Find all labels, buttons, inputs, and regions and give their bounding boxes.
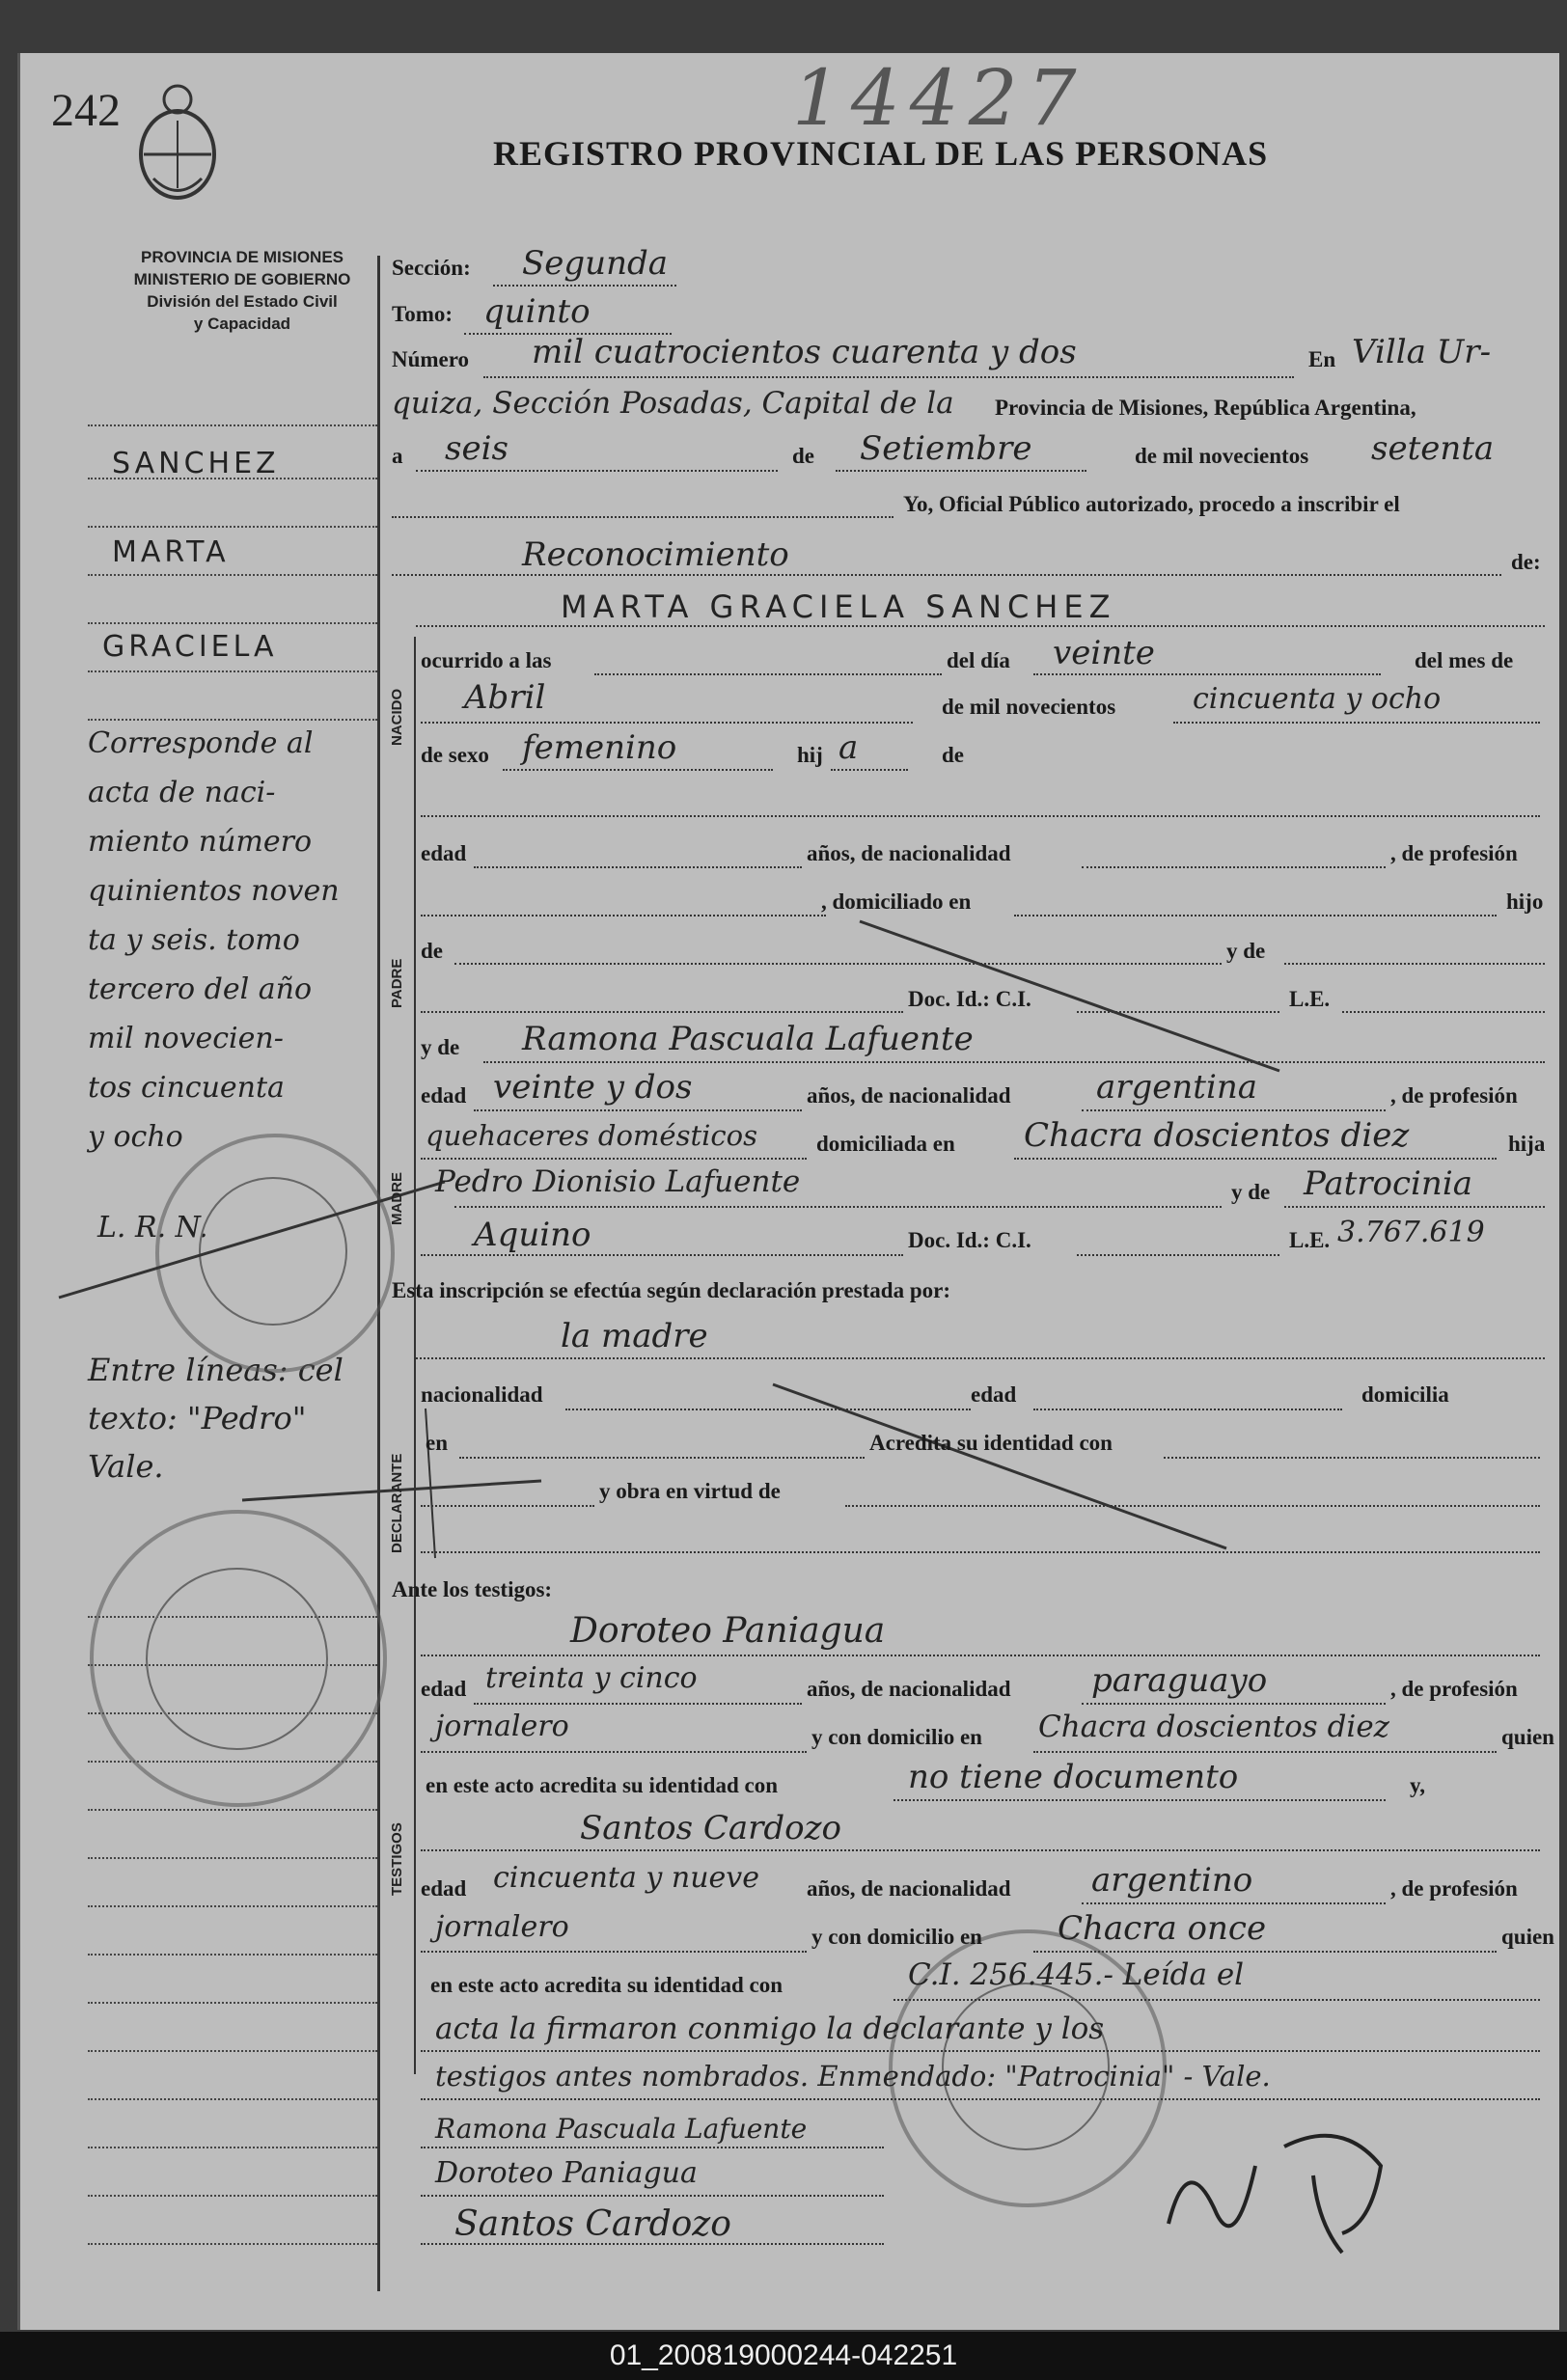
oficial-text: Yo, Oficial Público autorizado, procedo a inscribir el [903,492,1400,516]
entre-lineas-line: Vale. [88,1448,164,1485]
padre-y-de-line [1284,963,1545,965]
declarante-blank-line-2 [421,1551,1540,1553]
declarante-domicilio-label: domicilia [1361,1382,1449,1407]
margin-name-2: GRACIELA [102,630,278,664]
ocurrido-label: ocurrido a las [421,648,552,672]
dia-line [1033,673,1381,675]
t1-quien-label: quien [1501,1725,1554,1749]
t2-dom-value: Chacra once [1058,1909,1267,1948]
t1-profesion-label: , de profesión [1390,1677,1518,1701]
declarante-intro: Esta inscripción se efectúa según declaración prestada por: [392,1278,951,1302]
padre-dom-line [1014,915,1497,916]
acto-line [392,574,1501,576]
t1-dom-value: Chacra doscientos diez [1038,1710,1390,1744]
padre-edad-label: edad [421,841,467,865]
signature-line [421,2243,884,2245]
t2-acredita-label: en este acto acredita su identidad con [430,1973,784,1997]
madre-name-line [483,1061,1545,1063]
nacido-label: NACIDO [389,688,405,746]
padre-le-label: L.E. [1289,987,1331,1011]
declarante-en-label: en [426,1431,448,1455]
declarante-label: DECLARANTE [389,1453,405,1553]
closing-line-2-rule [421,2098,1540,2100]
margin-note-line: Corresponde al [88,726,314,760]
t2-prof-line [421,1951,807,1953]
signature-line [421,2195,884,2197]
t2-prof-value: jornalero [435,1910,569,1944]
entre-lineas-line: Entre líneas: cel [88,1352,344,1388]
hora-line [594,673,942,675]
margin-surname: SANCHEZ [112,447,280,480]
person-name-line [416,625,1545,627]
padre-le-line [1342,1011,1545,1013]
declarante-nac-line [565,1409,971,1410]
seccion-line [493,285,676,287]
madre-nac-value: argentina [1096,1068,1258,1107]
del-dia-label: del día [947,648,1010,672]
t2-profesion-label: , de profesión [1390,1876,1518,1901]
madre-doc-label: Doc. Id.: C.I. [908,1228,1031,1252]
madre-y-de-label: y de [421,1035,460,1059]
hij-label: hij [797,743,823,767]
declarante-edad-label: edad [971,1382,1017,1407]
madre-profesion-label: , de profesión [1390,1083,1518,1108]
padre-anos-label: años, de nacionalidad [807,841,1011,865]
declarante-value-line [416,1357,1545,1359]
handwritten-number: 14427 [792,53,1086,143]
en-value-1: Villa Ur- [1352,333,1492,371]
margin-note-line: tercero del año [88,972,313,1006]
nacido-de-label: de [942,743,964,767]
madre-dom-line [1014,1158,1497,1160]
t1-edad-value: treinta y cinco [485,1661,698,1695]
padre-de-label: de [421,939,443,963]
t1-domicilio-label: y con domicilio en [811,1725,982,1749]
t1-prof-line [421,1751,807,1753]
t1-edad-label: edad [421,1677,467,1701]
seccion-value: Segunda [522,244,669,283]
entre-lineas-line: texto: "Pedro" [88,1400,307,1436]
madre-le-label: L.E. [1289,1228,1331,1252]
declarante-acredita-label: Acredita su identidad con [869,1431,1113,1455]
ministry-label: MINISTERIO DE GOBIERNO [133,270,351,288]
nacido-blank-line [421,815,1540,817]
division-label-2: y Capacidad [193,315,291,333]
document-page [17,53,1559,2330]
madre-domiciliada-label: domiciliada en [816,1132,955,1156]
margin-name-1: MARTA [112,535,230,569]
padre-blank-line [421,1011,903,1013]
t2-anos-label: años, de nacionalidad [807,1876,1011,1901]
official-signature-icon [1149,2108,1400,2262]
madre-edad-line [474,1109,802,1111]
t1-edad-line [474,1703,802,1705]
t1-y-label: y, [1410,1773,1425,1797]
signature-2: Doroteo Paniagua [435,2156,698,2190]
numero-value: mil cuatrocientos cuarenta y dos [532,333,1077,371]
closing-line-2: testigos antes nombrados. Enmendado: "Patrocinia" - Vale. [435,2060,1271,2093]
declarante-en-line [459,1457,865,1459]
madre-label: MADRE [389,1172,405,1225]
sexo-label: de sexo [421,743,489,767]
numero-line [483,376,1294,378]
madre-de-value: Pedro Dionisio Lafuente [435,1164,801,1199]
padre-y-de-label: y de [1226,939,1266,963]
mes-value: Abril [464,678,546,717]
en-value-2: quiza, Sección Posadas, Capital de la [392,386,954,421]
declarante-acredita-line [1164,1457,1540,1459]
tomo-label: Tomo: [392,302,454,326]
province-label: PROVINCIA DE MISIONES [140,248,344,266]
year-prefix: de mil novecientos [1135,444,1309,468]
margin-note-line: miento número [88,825,313,859]
declarante-blank-line [421,1505,594,1507]
numero-label: Número [392,347,470,371]
del-mes-label: del mes de [1415,648,1514,672]
declarante-obra-line [845,1505,1540,1507]
margin-note-line: quinientos noven [88,874,340,908]
nacido-year-line [1173,722,1540,724]
seccion-label: Sección: [392,256,471,280]
padre-doc-line [1077,1011,1279,1013]
t2-edad-value: cincuenta y nueve [493,1861,759,1895]
madre-profesion-value: quehaceres domésticos [426,1119,757,1152]
file-id-footer: 01_200819000244-042251 [0,2332,1567,2380]
testigos-label: TESTIGOS [389,1822,405,1896]
padre-de-line [454,963,1222,965]
t2-nac-line [1082,1902,1386,1904]
madre-de-line [454,1206,1222,1208]
declarante-edad-line [1033,1409,1342,1410]
t1-prof-value: jornalero [435,1710,569,1743]
padre-profesion-label: , de profesión [1390,841,1518,865]
padre-doc-label: Doc. Id.: C.I. [908,987,1031,1011]
padre-edad-line [474,866,802,868]
margin-note-line: ta y seis. tomo [88,923,300,957]
margin-note-line: acta de naci- [88,776,276,809]
padre-nac-line [1082,866,1386,868]
t2-dom-line [1033,1951,1497,1953]
madre-madre-line [1284,1206,1545,1208]
signature-1: Ramona Pascuala Lafuente [435,2113,808,2145]
document-title: REGISTRO PROVINCIAL DE LAS PERSONAS [493,134,1269,173]
madre-madre-value-2: Aquino [474,1216,591,1254]
hij-value: a [838,728,859,767]
madre-edad-value: veinte y dos [493,1068,693,1107]
testigo1-name-line [421,1655,1540,1656]
declarante-value: la madre [561,1317,708,1355]
dia-value: veinte [1053,634,1155,672]
sexo-value: femenino [522,728,677,767]
madre-madre-value: Patrocinia [1304,1164,1472,1203]
margin-initials: L. R. N. [97,1211,208,1245]
t1-anos-label: años, de nacionalidad [807,1677,1011,1701]
padre-hijo-label: hijo [1506,889,1544,914]
a-label: a [392,444,403,468]
t2-edad-label: edad [421,1876,467,1901]
tomo-value: quinto [483,292,591,331]
margin-note-line: tos cincuenta [88,1071,285,1105]
t1-doc-line [893,1799,1386,1801]
margin-note-line: y ocho [88,1120,183,1154]
t1-nac-line [1082,1703,1386,1705]
padre-label: PADRE [389,958,405,1008]
madre-y-de2-label: y de [1231,1180,1271,1204]
declarante-obra-label: y obra en virtud de [599,1479,781,1503]
ante-testigos-label: Ante los testigos: [392,1577,553,1601]
hij-line [831,769,908,771]
t1-acredita-label: en este acto acredita su identidad con [426,1773,779,1797]
month-value: Setiembre [860,429,1032,468]
madre-blank-line [421,1254,903,1256]
division-label-1: División del Estado Civil [147,292,338,311]
margin-note-line: mil novecien- [88,1022,284,1055]
day-line [416,470,778,472]
t2-quien-label: quien [1501,1925,1554,1949]
t1-dom-line [1033,1751,1497,1753]
acto-value: Reconocimiento [522,535,789,574]
en-label: En [1308,347,1336,371]
madre-anos-label: años, de nacionalidad [807,1083,1011,1108]
month-line [836,470,1086,472]
signature-3: Santos Cardozo [454,2204,731,2244]
declarante-nacionalidad-label: nacionalidad [421,1382,543,1407]
padre-domiciliado-label: , domiciliado en [821,889,972,914]
t2-domicilio-label: y con domicilio en [811,1925,982,1949]
madre-le-value: 3.767.619 [1337,1216,1485,1249]
t1-doc-value: no tiene documento [908,1758,1239,1796]
madre-edad-label: edad [421,1083,467,1108]
de-label: de [792,444,814,468]
testigo2-name: Santos Cardozo [580,1809,842,1847]
t2-doc-line [893,1999,1540,2001]
signature-line [421,2147,884,2148]
t1-nac-value: paraguayo [1091,1661,1268,1700]
closing-line-1-rule [421,2050,1540,2052]
t2-nac-value: argentino [1091,1861,1253,1900]
madre-nac-line [1082,1109,1386,1111]
provincia-text: Provincia de Misiones, República Argentina, [995,396,1416,420]
page-number: 242 [51,85,121,136]
madre-name-value: Ramona Pascuala Lafuente [522,1020,974,1058]
nacido-year-value: cincuenta y ocho [1193,682,1442,716]
person-name: MARTA GRACIELA SANCHEZ [561,588,1116,625]
de-colon: de: [1511,550,1541,574]
day-value: seis [445,429,509,468]
testigo2-name-line [421,1849,1540,1851]
madre-doc-line [1077,1254,1279,1256]
padre-prof-line [421,915,826,916]
sexo-line [503,769,773,771]
closing-line-1: acta la firmaron conmigo la declarante y los [435,2011,1105,2046]
oficial-line [392,516,893,518]
madre-domicilio-value: Chacra doscientos diez [1024,1116,1410,1155]
mes-line [421,722,913,724]
madre-prof-line [421,1158,807,1160]
madre-hija-label: hija [1508,1132,1546,1156]
t2-doc-value: C.I. 256.445.- Leída el [908,1957,1245,1992]
nacido-year-label: de mil novecientos [942,695,1116,719]
testigo1-name: Doroteo Paniagua [570,1611,886,1651]
year-value: setenta [1371,429,1495,468]
